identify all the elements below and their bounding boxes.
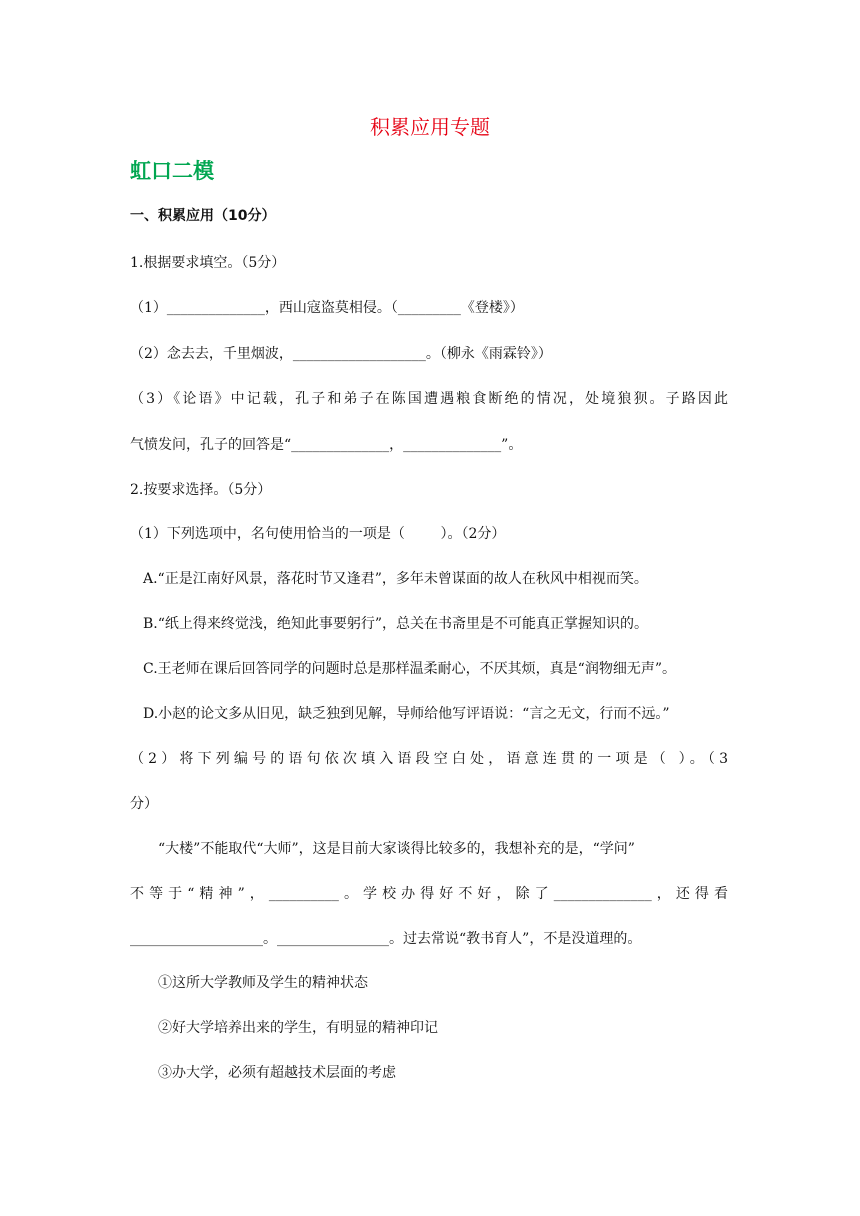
option-d: D.小赵的论文多从旧见，缺乏独到见解，导师给他写评语说：“言之无文，行而不远。” xyxy=(143,706,670,722)
question-2-sub-1: （1）下列选项中，名句使用恰当的一项是（ ）。（2分） xyxy=(130,526,506,542)
question-2-sub-2-line-2: 分） xyxy=(130,796,158,812)
passage-line-2: 不等于“精神”，__________。学校办得好不好，除了______________，还得看 xyxy=(130,886,728,902)
option-a: A.“正是江南好风景，落花时节又逢君”，多年未曾谋面的故人在秋风中相视而笑。 xyxy=(143,571,648,587)
question-2-prompt: 2.按要求选择。（5分） xyxy=(130,482,272,498)
passage-line-3: ___________________。________________。过去常说“教书育人”，不是没道理的。 xyxy=(130,931,642,947)
question-2-sub-2-line-1: （2）将下列编号的语句依次填入语段空白处，语意连贯的一项是（ ）。（3 xyxy=(130,751,728,767)
document-subtitle: 虹口二模 xyxy=(130,159,214,183)
question-1-item-1: （1）______________，西山寇盗莫相侵。（_________《登楼》） xyxy=(130,300,524,316)
document-title: 积累应用专题 xyxy=(370,115,490,139)
numbered-sentence-1: ①这所大学教师及学生的精神状态 xyxy=(158,975,368,991)
question-1-item-3-line-2: 气愤发问，孔子的回答是“______________，______________”。 xyxy=(130,437,523,453)
option-c: C.王老师在课后回答同学的问题时总是那样温柔耐心，不厌其烦，真是“润物细无声”。 xyxy=(143,661,676,677)
question-1-item-3-line-1: （3）《论语》中记载，孔子和弟子在陈国遭遇粮食断绝的情况，处境狼狈。子路因此 xyxy=(130,391,728,407)
question-1-prompt: 1.根据要求填空。（5分） xyxy=(130,255,286,271)
section-heading: 一、积累应用（10分） xyxy=(130,208,276,224)
option-b: B.“纸上得来终觉浅，绝知此事要躬行”，总关在书斋里是不可能真正掌握知识的。 xyxy=(143,616,649,632)
numbered-sentence-3: ③办大学，必须有超越技术层面的考虑 xyxy=(158,1065,396,1081)
numbered-sentence-2: ②好大学培养出来的学生，有明显的精神印记 xyxy=(158,1020,438,1036)
passage-line-1: “大楼”不能取代“大师”，这是目前大家谈得比较多的，我想补充的是，“学问” xyxy=(158,841,635,857)
question-1-item-2: （2）念去去，千里烟波，___________________。（柳永《雨霖铃》） xyxy=(130,346,552,362)
